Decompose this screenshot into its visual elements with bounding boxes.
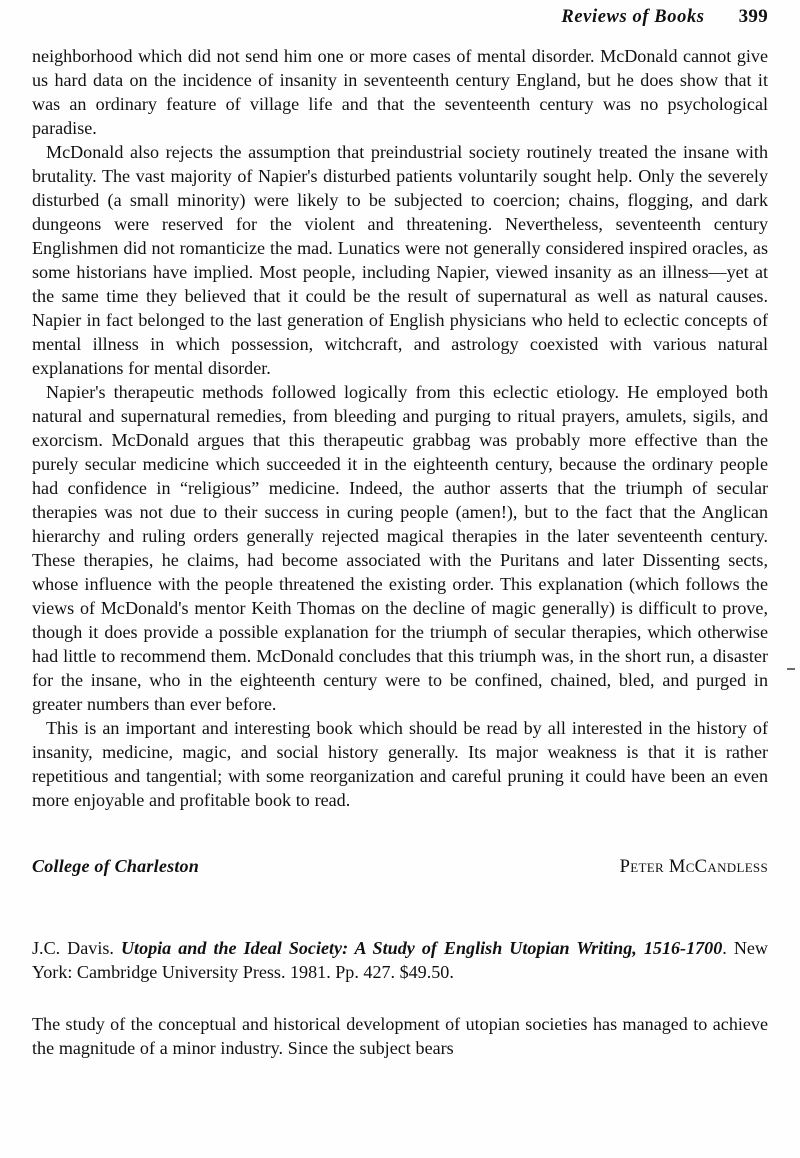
reviewer-affiliation: College of Charleston bbox=[32, 856, 200, 876]
text-column bbox=[32, 44, 768, 1060]
citation-dates: 1516-1700 bbox=[643, 938, 723, 958]
running-head-title: Reviews of Books bbox=[561, 7, 705, 27]
reviewer-name: Peter McCandless bbox=[619, 856, 768, 877]
body-paragraph: McDonald also rejects the assumption that preindustrial society routinely treated the insane with brutality. The vast majority of Napier's disturbed patients voluntarily sought help. Only the severely disturbed (a small minority) were likely to be subjected to coercion; chains, flogging, and dark dungeons were reserved for the violent and threatening. Nevertheless, seventeenth century Englishmen did not romanticize the mad. Lunatics were not generally considered inspired oracles, as some historians have implied. Most people, including Napier, viewed insanity as an illness—yet at the same time they believed that it could be the result of supernatural as well as natural causes. Napier in fact belonged to the last generation of English physicians who held to eclectic concepts of mental illness in which possession, witchcraft, and astrology coexisted with various natural explanations for mental disorder. bbox=[32, 142, 768, 378]
review-signature bbox=[32, 856, 768, 878]
body-paragraph: The study of the conceptual and historical development of utopian societies has managed to achieve the magnitude of a minor industry. Since the subject bears bbox=[32, 1014, 768, 1058]
citation-author: J.C. Davis. bbox=[32, 938, 121, 958]
citation-publication-details: . New York: Cambridge University Press. 1981. Pp. 427. $49.50. bbox=[32, 938, 768, 982]
citation-title: Utopia and the Ideal Society: A Study of English Utopian Writing, bbox=[120, 938, 637, 958]
scan-artifact-speck bbox=[787, 668, 795, 670]
page-number: 399 bbox=[738, 6, 768, 27]
body-paragraph: Napier's therapeutic methods followed logically from this eclectic etiology. He employed both natural and supernatural remedies, from bleeding and purging to ritual prayers, amulets, sigils, and exorcism. McDonald argues that this therapeutic grabbag was probably more effective than the purely secular medicine which succeeded it in the eighteenth century, because the ordinary people had confidence in “religious” medicine. Indeed, the author asserts that the triumph of secular therapies was not due to their success in curing people (amen!), but to the fact that the Anglican hierarchy and ruling orders generally rejected magical therapies in the later seventeenth century. These therapies, he claims, had become associated with the Puritans and later Dissenting sects, whose influence with the people threatened the existing order. This explanation (which follows the views of McDonald's mentor Keith Thomas on the decline of magic generally) is difficult to prove, though it does provide a possible explanation for the triumph of secular therapies, which otherwise had little to recommend them. McDonald concludes that this triumph was, in the short run, a disaster for the insane, who in the eighteenth century were to be confined, chained, bled, and purged in greater numbers than ever before. bbox=[32, 382, 768, 714]
body-paragraph: This is an important and interesting book which should be read by all interested in the history of insanity, medicine, magic, and social history generally. Its major weakness is that it is rather repetitious and tangential; with some reorganization and careful pruning it could have been an even more enjoyable and profitable book to read. bbox=[32, 718, 768, 810]
running-head bbox=[32, 6, 768, 32]
body-paragraph: neighborhood which did not send him one or more cases of mental disorder. McDonald cannot give us hard data on the incidence of insanity in seventeenth century England, but he does show that it was an ordinary feature of village life and that the seventeenth century was no psychological paradise. bbox=[32, 46, 768, 138]
book-citation bbox=[32, 936, 768, 984]
